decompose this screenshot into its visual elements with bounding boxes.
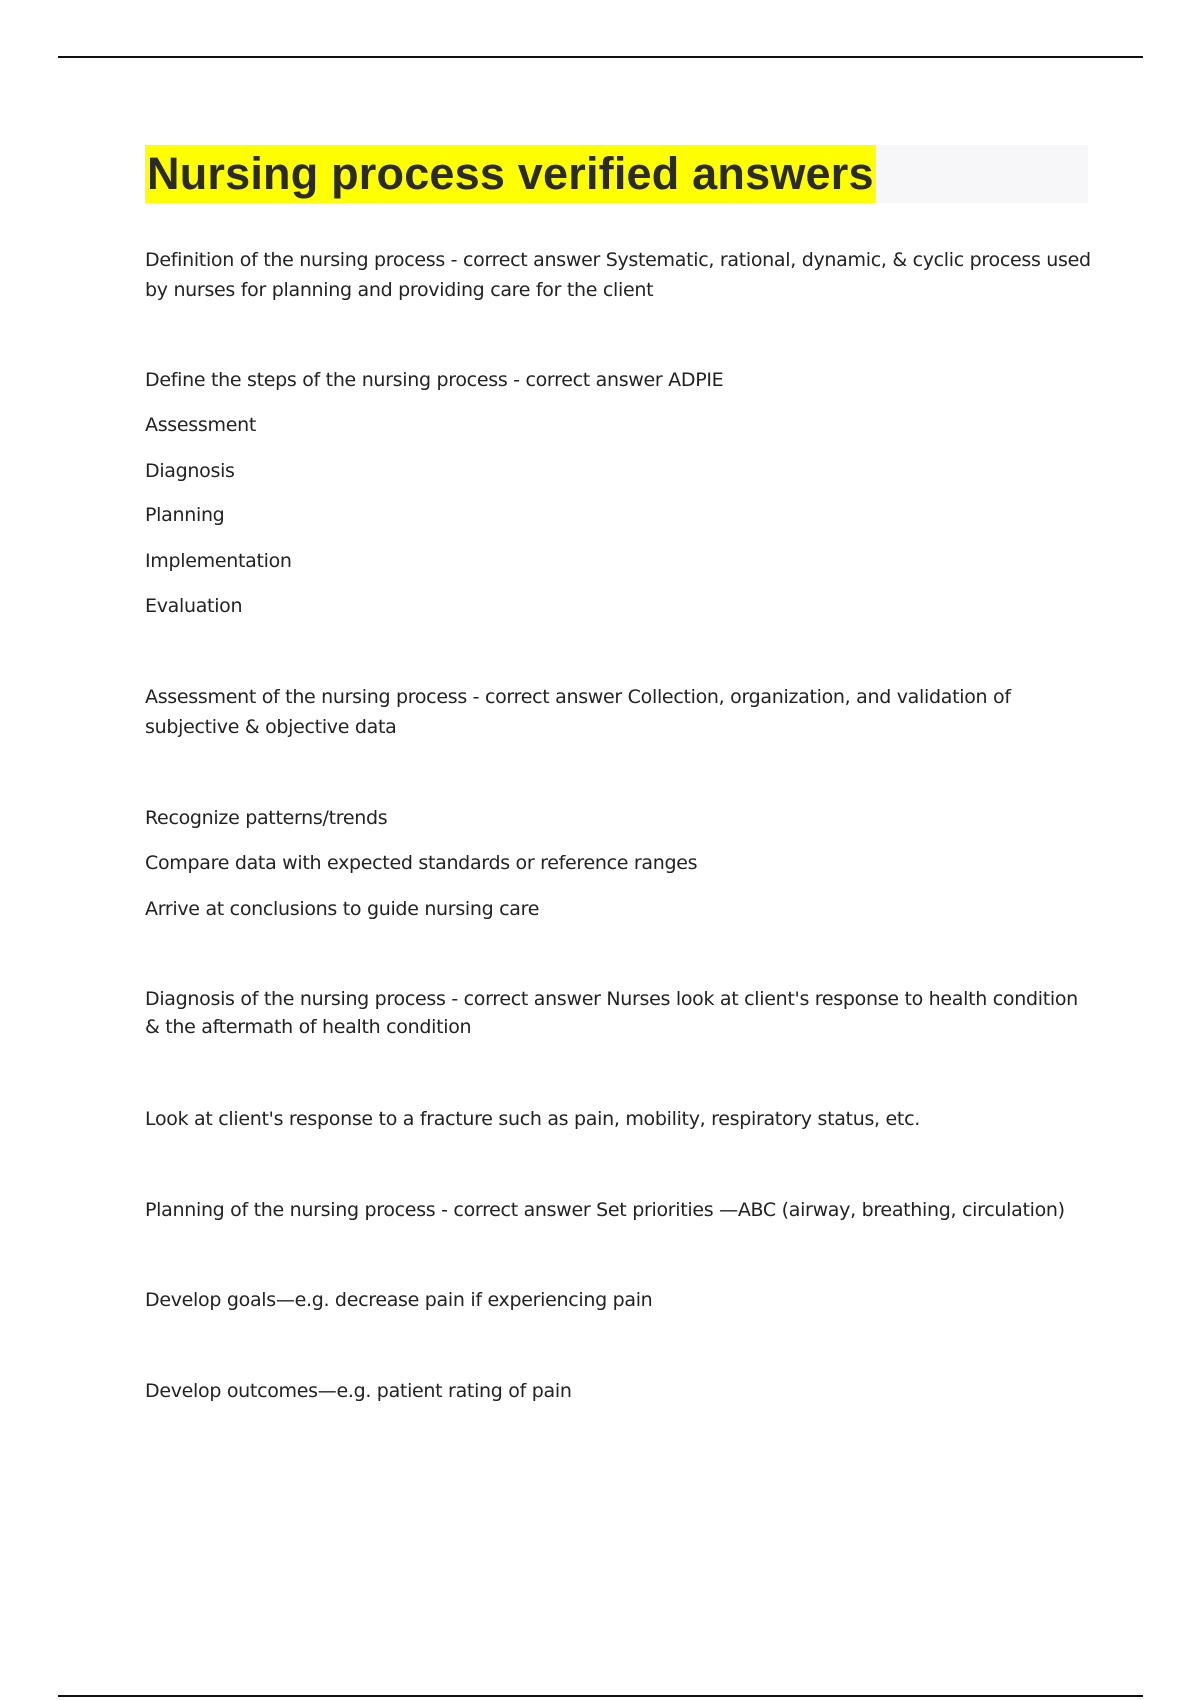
step-planning: Planning (145, 504, 225, 526)
step-implementation: Implementation (145, 550, 292, 572)
planning-line: Planning of the nursing process - correct answer Set priorities —ABC (airway, breathing, circulation) (145, 1199, 1065, 1221)
document-title: Nursing process verified answers (145, 145, 876, 203)
top-rule (58, 56, 1143, 58)
goals-line: Develop goals—e.g. decrease pain if experiencing pain (145, 1289, 653, 1311)
diagnosis-line: Diagnosis of the nursing process - correct answer Nurses look at client's response to health condition & the aftermath of health condition (145, 988, 1078, 1038)
patterns-line: Recognize patterns/trends (145, 807, 388, 829)
step-diagnosis: Diagnosis (145, 460, 235, 482)
outcomes-line: Develop outcomes—e.g. patient rating of pain (145, 1380, 572, 1402)
assessment-line: Assessment of the nursing process - correct answer Collection, organization, and validation of subjective & objective data (145, 686, 1011, 738)
step-assessment: Assessment (145, 414, 256, 436)
fracture-line: Look at client's response to a fracture such as pain, mobility, respiratory status, etc. (145, 1108, 920, 1130)
conclusions-line: Arrive at conclusions to guide nursing care (145, 898, 540, 920)
definition-line: Definition of the nursing process - correct answer Systematic, rational, dynamic, & cyclic process used by nurses for planning and providing care for the client (145, 249, 1091, 301)
compare-line: Compare data with expected standards or reference ranges (145, 852, 698, 874)
bottom-rule (58, 1695, 1143, 1697)
steps-line: Define the steps of the nursing process - correct answer ADPIE (145, 369, 724, 391)
step-evaluation: Evaluation (145, 595, 243, 617)
